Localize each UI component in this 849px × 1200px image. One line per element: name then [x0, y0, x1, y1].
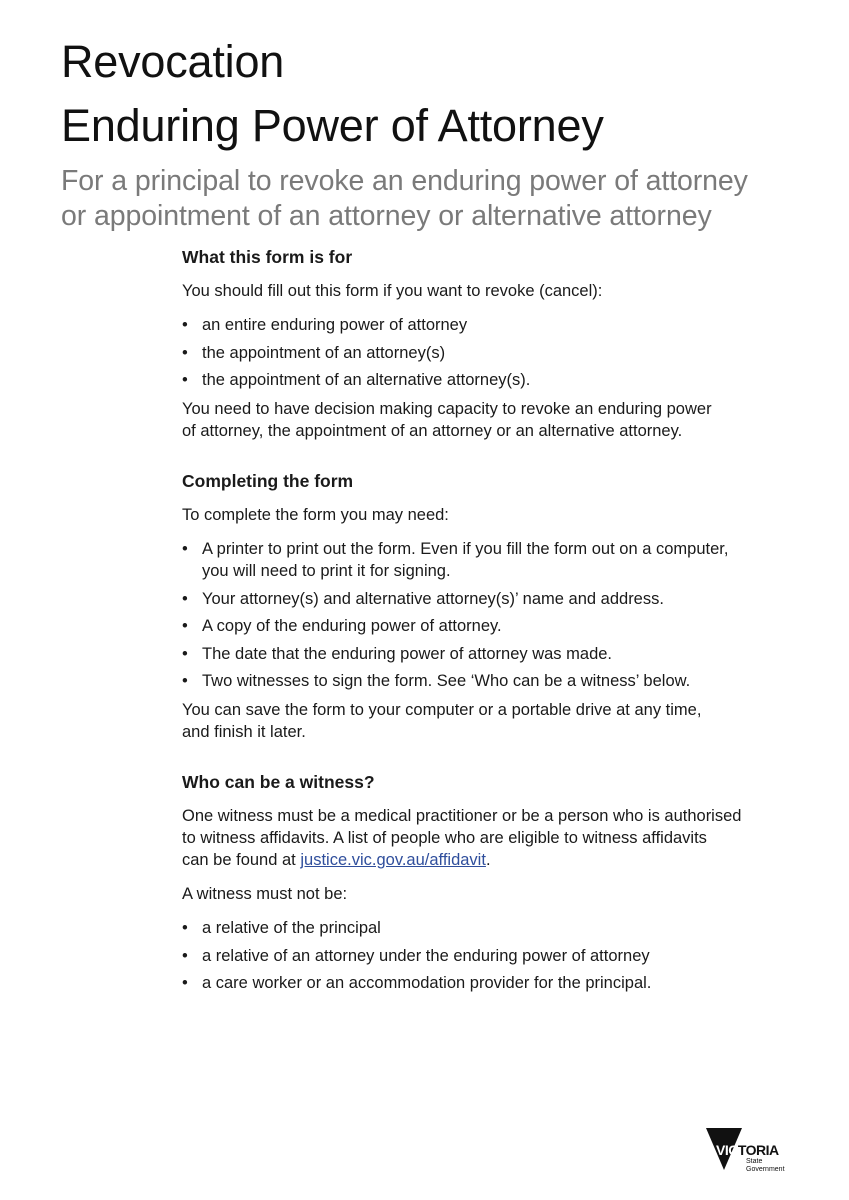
section-heading: What this form is for	[182, 247, 353, 267]
bullet-icon: •	[182, 371, 188, 389]
bullet-list	[182, 314, 792, 391]
list-item: • the appointment of an attorney(s)	[182, 343, 446, 362]
document-body	[182, 246, 792, 1000]
document-header	[61, 30, 821, 234]
section-intro: You should fill out this form if you want to revoke (cancel):	[182, 282, 603, 300]
section-witness	[182, 771, 792, 994]
list-item: • A printer to print out the form. Even if you fill the form out on a computer, you will need to print it for signing.	[182, 540, 729, 580]
bullet-icon: •	[182, 343, 188, 362]
list-item: • an entire enduring power of attorney	[182, 316, 468, 334]
list-item: • Your attorney(s) and alternative attorney(s)’ name and address.	[182, 589, 664, 608]
list-item: • a care worker or an accommodation provider for the principal.	[182, 974, 652, 992]
bullet-icon: •	[182, 919, 188, 937]
section-form-for	[182, 246, 792, 442]
list-item: • A copy of the enduring power of attorney.	[182, 617, 502, 635]
list-item: • a relative of an attorney under the enduring power of attorney	[182, 946, 650, 965]
logo-state-government: State Government	[746, 1158, 785, 1173]
section-heading: Completing the form	[182, 471, 354, 491]
list-item: • the appointment of an alternative attorney(s).	[182, 371, 531, 389]
list-item: • a relative of the principal	[182, 919, 381, 937]
logo-wordmark: VICTORIA	[716, 1142, 779, 1158]
victoria-logo	[706, 1126, 790, 1174]
bullet-icon: •	[182, 316, 188, 334]
affidavit-link[interactable]: justice.vic.gov.au/affidavit	[300, 851, 486, 869]
list-item: • The date that the enduring power of attorney was made.	[182, 644, 613, 663]
section-heading: Who can be a witness?	[182, 772, 375, 792]
bullet-icon: •	[182, 589, 188, 608]
section-completing	[182, 470, 792, 743]
section-intro: To complete the form you may need:	[182, 506, 449, 524]
title-line-2: Enduring Power of Attorney	[61, 100, 604, 151]
bullet-icon: •	[182, 946, 188, 965]
bullet-icon: •	[182, 644, 188, 663]
subtitle	[61, 164, 821, 234]
section-intro: A witness must not be:	[182, 885, 348, 903]
bullet-list	[182, 917, 792, 994]
bullet-icon: •	[182, 672, 188, 690]
list-item: • Two witnesses to sign the form. See ‘Who can be a witness’ below.	[182, 672, 691, 690]
subtitle-line-1: For a principal to revoke an enduring power of attorney	[61, 165, 748, 197]
bullet-list	[182, 538, 792, 692]
bullet-icon: •	[182, 540, 188, 558]
section-note: You can save the form to your computer or a portable drive at any time, and finish it later.	[182, 701, 702, 741]
bullet-icon: •	[182, 617, 188, 635]
subtitle-line-2: or appointment of an attorney or alternative attorney	[61, 200, 712, 232]
title-line-1: Revocation	[61, 36, 285, 87]
section-paragraph: One witness must be a medical practitioner or be a person who is authorised to witness affidavits. A list of people who are eligible to witness affidavits can be found at justice.vic.gov.au/affidavit.	[182, 807, 742, 869]
bullet-icon: •	[182, 974, 188, 992]
section-note: You need to have decision making capacity to revoke an enduring power of attorney, the appointment of an attorney or an alternative attorney.	[182, 400, 712, 440]
